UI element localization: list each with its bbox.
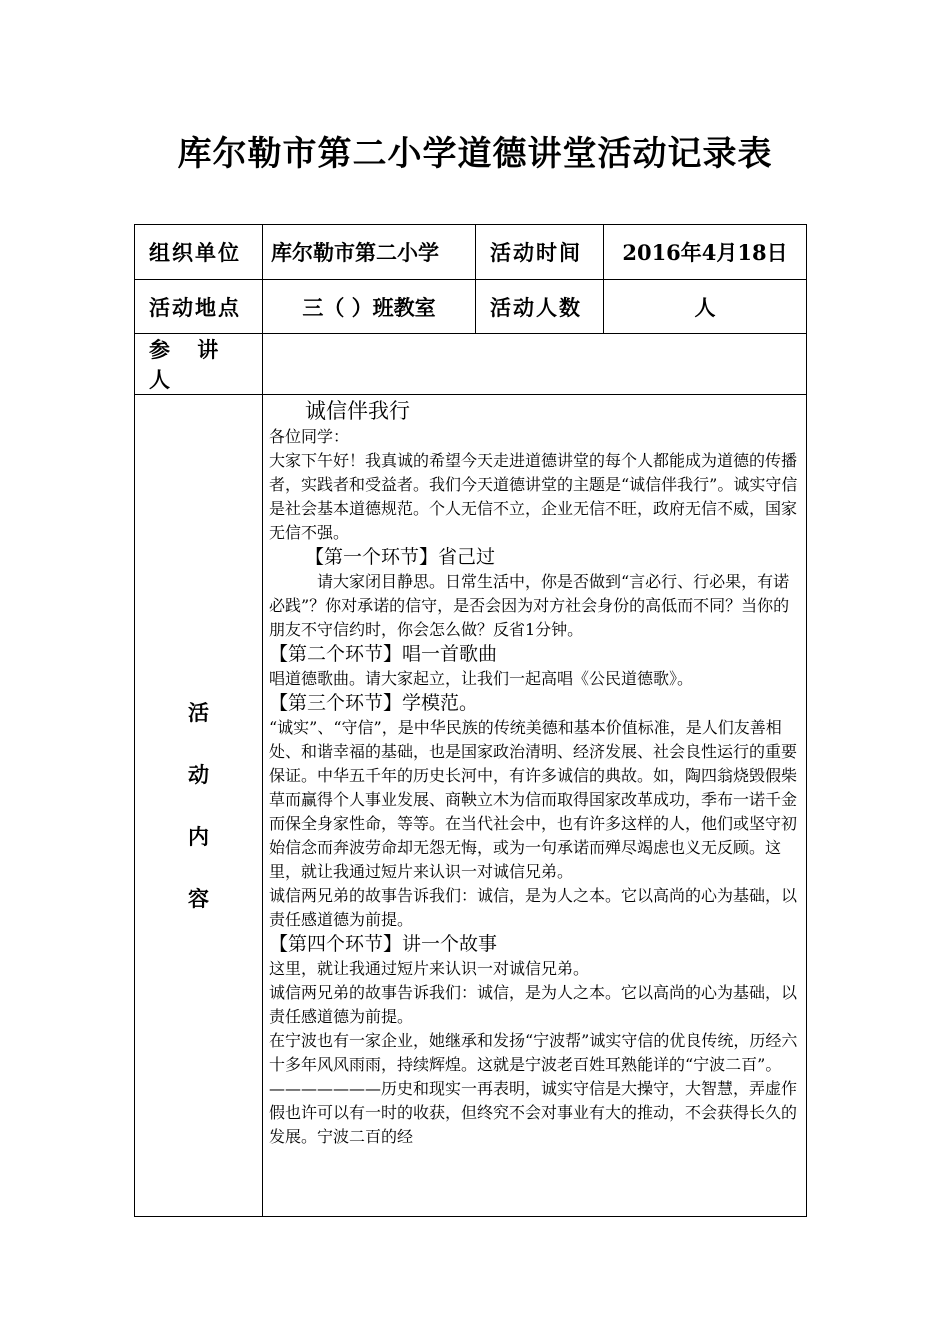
speaker-value — [263, 334, 807, 395]
section3-text: “诚实”、“守信”，是中华民族的传统美德和基本价值标准，是人们友善相处、和谐幸福的基础，也是国家政治清明、经济发展、社会良性运行的重要保证。中华五千年的历史长河中，有许多诚信的典故。如，陶四翁烧毁假柴草而赢得个人事业发展、商鞅立木为信而取得国家改革成功，季布一诺千金而保全身家性命，等等。在当代社会中，也有许多这样的人，他们或坚守初始信念而奔波劳命却无怨无悔，或为一句承诺而殚尽竭虑也义无反顾。这里，就让我通过短片来认识一对诚信兄弟。 — [269, 718, 798, 881]
content-label-char-2: 动 — [188, 761, 209, 787]
section4-text3: 在宁波也有一家企业，她继承和发扬“宁波帮”诚实守信的优良传统，历经六十多年风风雨雨，持续辉煌。这就是宁波老百姓耳熟能详的“宁波二百”。———————历史和现实一再表明，诚实守信是大操守，大智慧，弄虚作假也许可以有一时的收获，但终究不会对事业有大的推动，不会获得长久的发展。宁波二百的经 — [269, 1031, 798, 1146]
section4-title: 【第四个环节】讲一个故事 — [269, 933, 498, 955]
count-value: 人 — [604, 280, 807, 334]
org-value: 库尔勒市第二小学 — [263, 225, 476, 280]
section1-text — [269, 570, 800, 642]
speaker-label: 参 讲 人 — [135, 334, 263, 395]
section4-text1: 这里，就让我通过短片来认识一对诚信兄弟。 — [269, 959, 590, 978]
content-label-cell — [135, 395, 263, 1217]
content-heading: 诚信伴我行 — [305, 399, 410, 423]
section4-text2: 诚信两兄弟的故事告诉我们：诚信，是为人之本。它以高尚的心为基础，以责任感道德为前提。 — [269, 983, 798, 1026]
record-table — [134, 224, 807, 1217]
row-speaker — [135, 334, 807, 395]
place-label: 活动地点 — [135, 280, 263, 334]
section2-text: 唱道德歌曲。请大家起立，让我们一起高唱《公民道德歌》。 — [269, 669, 694, 688]
content-cell — [263, 395, 807, 1217]
org-label: 组织单位 — [135, 225, 263, 280]
time-value: 2016年4月18日 — [604, 225, 807, 280]
row-place-count — [135, 280, 807, 334]
intro-paragraph: 大家下午好！我真诚的希望今天走进道德讲堂的每个人都能成为道德的传播者，实践者和受益者。我们今天道德讲堂的主题是“诚信伴我行”。诚实守信是社会基本道德规范。个人无信不立，企业无信不旺，政府无信不威，国家无信不强。 — [269, 451, 798, 542]
time-label: 活动时间 — [476, 225, 604, 280]
count-label: 活动人数 — [476, 280, 604, 334]
place-value: 三（ ）班教室 — [263, 280, 476, 334]
page-title: 库尔勒市第二小学道德讲堂活动记录表 — [177, 134, 773, 174]
content-label-char-4: 容 — [188, 885, 209, 911]
content-label-char-1: 活 — [188, 699, 209, 725]
section3-title: 【第三个环节】学模范。 — [269, 692, 479, 714]
greeting: 各位同学： — [269, 427, 350, 446]
row-org-time — [135, 225, 807, 280]
activity-content — [269, 397, 800, 1213]
row-content — [135, 395, 807, 1217]
content-label-char-3: 内 — [188, 823, 209, 849]
section2-title: 【第二个环节】唱一首歌曲 — [269, 643, 498, 665]
section1-title: 【第一个环节】省己过 — [305, 546, 496, 568]
section1-text-body: 请大家闭目静思。日常生活中，你是否做到“言必行、行必果，有诺必践”？你对承诺的信守，是否会因为对方社会身份的高低而不同？当你的朋友不守信约时，你会怎么做？反省1分钟。 — [269, 572, 790, 639]
section3-text2: 诚信两兄弟的故事告诉我们：诚信，是为人之本。它以高尚的心为基础，以责任感道德为前提。 — [269, 886, 798, 929]
